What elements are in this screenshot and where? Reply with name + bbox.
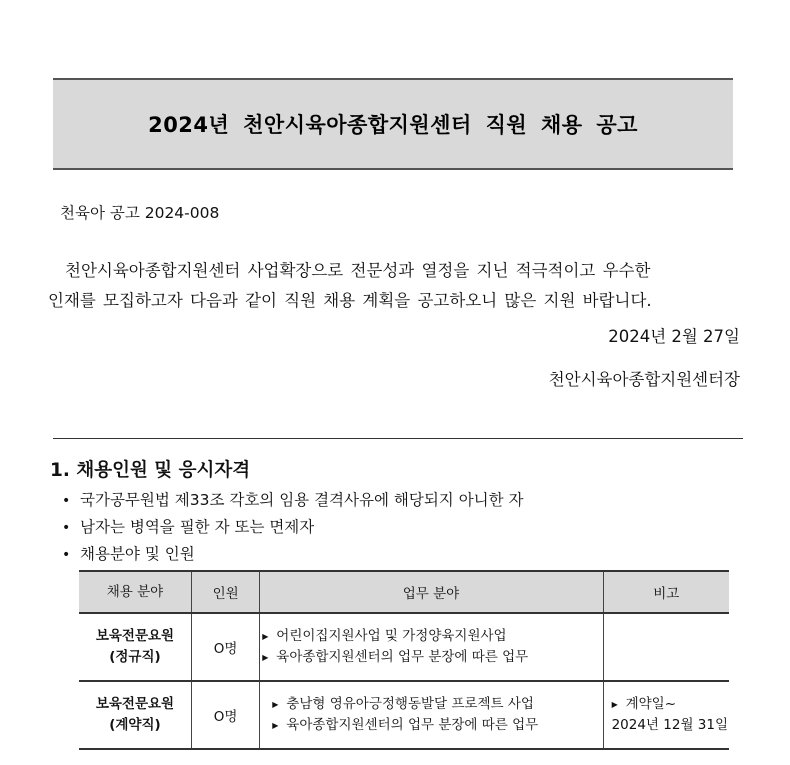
duty-text: 충남형 영유아긍정행동발달 프로젝트 사업: [286, 696, 534, 712]
column-header-count: 인원: [191, 571, 259, 613]
notice-number: 천육아 공고 2024-008: [60, 204, 220, 222]
triangle-right-icon: ▶: [272, 700, 279, 709]
table-row: [79, 681, 729, 749]
duty-text: 육아종합지원센터의 업무 분장에 따른 업무: [276, 649, 529, 665]
duties-cell: [260, 681, 603, 749]
note-line-1: [612, 694, 728, 715]
count-cell: O명: [191, 613, 259, 681]
position-title: 보육전문요원: [95, 628, 175, 644]
list-item-text: 국가공무원법 제33조 각호의 임용 결격사유에 해당되지 아니한 자: [80, 491, 524, 509]
page-title: 2024년 천안시육아종합지원센터 직원 채용 공고: [148, 113, 638, 137]
position-cell: [79, 681, 191, 749]
count-cell: O명: [191, 681, 259, 749]
table-header-row: [79, 571, 729, 613]
table-row: [79, 613, 729, 681]
bullet-dot-icon: •: [62, 493, 71, 509]
note-cell: [603, 613, 729, 681]
bullet-dot-icon: •: [62, 520, 71, 536]
column-header-field: 채용 분야: [79, 571, 191, 613]
list-item: [62, 541, 524, 568]
notice-date: 2024년 2월 27일: [608, 327, 740, 346]
duty-text: 어린이집지원사업 및 가정양육지원사업: [276, 628, 507, 644]
triangle-right-icon: ▶: [262, 653, 269, 662]
list-item: [62, 487, 524, 514]
position-type: (계약직): [109, 717, 161, 733]
position-type: (정규직): [109, 649, 161, 665]
duty-text: 육아종합지원센터의 업무 분장에 따른 업무: [286, 717, 539, 733]
section-divider: [53, 438, 743, 439]
list-item-text: 채용분야 및 인원: [80, 545, 195, 563]
column-header-note: 비고: [603, 571, 729, 613]
triangle-right-icon: ▶: [611, 700, 618, 709]
note-text: 계약일~: [625, 696, 677, 712]
title-banner: [53, 78, 733, 170]
duties-cell: [260, 613, 603, 681]
duty-item: [262, 715, 601, 736]
position-cell: [79, 613, 191, 681]
intro-line-1: 천안시육아종합지원센터 사업확장으로 전문성과 열정을 지닌 적극적이고 우수한: [65, 261, 651, 280]
qualification-list: [62, 487, 524, 568]
position-title: 보육전문요원: [95, 696, 175, 712]
intro-paragraph: [48, 256, 748, 316]
note-line-2: 2024년 12월 31일: [611, 717, 728, 733]
recruitment-table: [79, 570, 729, 750]
column-header-duties: 업무 분야: [260, 571, 603, 613]
duty-item: [262, 694, 601, 715]
intro-line-2: 인재를 모집하고자 다음과 같이 직원 채용 계획을 공고하오니 많은 지원 바랍니다.: [48, 291, 652, 310]
notice-signer: 천안시육아종합지원센터장: [548, 370, 740, 389]
list-item-text: 남자는 병역을 필한 자 또는 면제자: [80, 518, 315, 536]
triangle-right-icon: ▶: [272, 721, 279, 730]
section-title: 1. 채용인원 및 응시자격: [50, 460, 251, 481]
triangle-right-icon: ▶: [262, 632, 269, 641]
note-cell: [603, 681, 729, 749]
duty-item: [262, 626, 601, 647]
duty-item: [262, 647, 601, 668]
list-item: [62, 514, 524, 541]
bullet-dot-icon: •: [62, 547, 71, 563]
